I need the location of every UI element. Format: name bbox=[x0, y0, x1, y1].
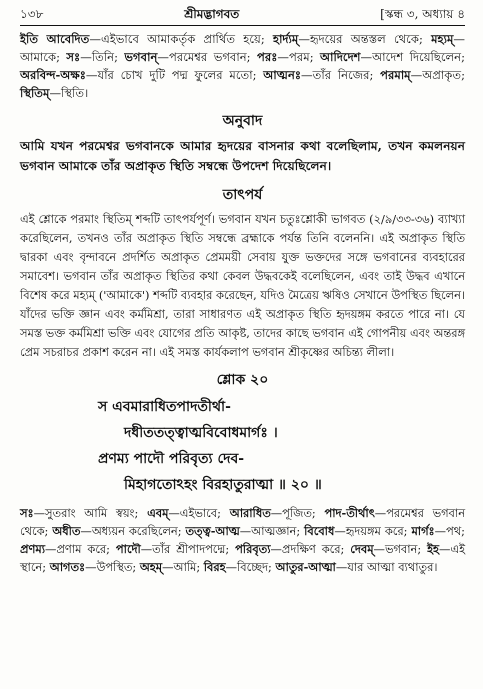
synonym-term: পরমাম্‌ bbox=[380, 68, 411, 82]
synonym-meaning: তিনি bbox=[91, 50, 115, 64]
synonym-meaning: পরমেশ্বর ভগবান থেকে bbox=[20, 506, 465, 538]
synonym-term: মহ্যম্‌ bbox=[431, 32, 454, 46]
synonym-term: হার্দ্যম্‌ bbox=[272, 32, 299, 46]
synonym-term: অরবিন্দ-অক্ষঃ bbox=[20, 68, 86, 82]
synonym-term: বিরহ bbox=[203, 560, 226, 574]
synonym-meaning: আদেশ দিয়েছিলেন bbox=[372, 50, 462, 64]
translation-text: আমি যখন পরমেশ্বর ভগবানকে আমার হৃদয়ের বাসনার কথা বলেছিলাম, তখন কমলনয়ন ভগবান আমাকে তাঁর অপ্রাকৃত স্থিতি সম্বন্ধে উপদেশ দিয়েছিলেন। bbox=[20, 139, 465, 173]
verse-line-1: স এবমারাধিতপাদতীর্থা- bbox=[98, 399, 231, 415]
synonym-term: আত্মনঃ bbox=[263, 68, 302, 82]
synonyms-top: ইতি আবেদিত—এইভাবে আমাকর্তৃক প্রার্থিত হয়ে; হার্দ্যম্‌—হৃদয়ের অন্তস্তল থেকে; মহ্যম্‌—আমাকে; সঃ—তিনি; ভগবান্‌—পরমেশ্বর ভগবান; পরঃ—পরম; আদিদেশ—আদেশ দিয়েছিলেন; অরবিন্দ-অক্ষঃ—যাঁর চোখ দুটি পদ্ম ফুলের মতো; আত্মনঃ—তাঁর নিজের; পরমাম্‌—অপ্রাকৃত; স্থিতিম্‌—স্থিতি। bbox=[20, 32, 466, 100]
synonym-term: আদিদেশ bbox=[319, 50, 361, 64]
synonym-term: মার্গঃ bbox=[411, 524, 435, 538]
verse-line-2: দধীততত্ত্বাত্মবিবোধমার্গঃ । bbox=[124, 425, 278, 441]
translation-heading: অনুবাদ bbox=[222, 113, 263, 129]
verse-label: শ্লোক ২০ bbox=[216, 372, 269, 388]
synonym-term: দেবম্‌ bbox=[350, 542, 374, 556]
synonym-term: প্রণম্য bbox=[20, 542, 46, 556]
synonym-meaning: হৃদয়ের অন্তস্তল থেকে bbox=[309, 32, 419, 46]
synonym-meaning: সুতরাং আমি স্বয়ং bbox=[45, 506, 135, 520]
synonym-term: ইহ bbox=[427, 542, 440, 556]
synonym-meaning: এইভাবে আমাকর্তৃক প্রার্থিত হয়ে bbox=[100, 32, 261, 46]
synonym-meaning: তাঁর শ্রীপাদপদ্মে bbox=[152, 542, 226, 556]
synonym-meaning: প্রদক্ষিণ করে bbox=[281, 542, 341, 556]
synonym-meaning: বিচ্ছেদ bbox=[237, 560, 268, 574]
chapter-reference: [স্কন্ধ ৩, অধ্যায় ৪ bbox=[380, 7, 465, 21]
synonym-term: পাদৌ bbox=[115, 542, 141, 556]
synonym-term: স্থিতিম্‌ bbox=[20, 86, 50, 100]
page-header bbox=[20, 6, 465, 24]
synonym-meaning: আমি bbox=[173, 560, 197, 574]
synonym-meaning: পূজিত bbox=[282, 506, 312, 520]
verse-line-4: মিহাগতোঽহং বিরহাতুরাত্মা ॥ ২০ ॥ bbox=[124, 477, 322, 493]
synonym-meaning: তাঁর নিজের bbox=[312, 68, 370, 82]
synonym-meaning: স্থিতি bbox=[61, 86, 85, 100]
synonym-term: পাদ-তীর্থাৎ bbox=[324, 506, 375, 520]
synonym-term: অহম্‌ bbox=[139, 560, 163, 574]
synonym-term: অধীত bbox=[52, 524, 81, 538]
synonym-term: ইতি আবেদিত bbox=[20, 32, 90, 46]
synonyms-bottom: সঃ—সুতরাং আমি স্বয়ং; এবম্‌—এইভাবে; আরাধিত—পূজিত; পাদ-তীর্থাৎ—পরমেশ্বর ভগবান থেকে; অধীত—অধ্যয়ন করেছিলেন; তত্ত্ব-আত্ম—আত্মজ্ঞান; বিবোধ—হৃদয়ঙ্গম করে; মার্গঃ—পথ; প্রণম্য—প্রণাম করে; পাদৌ—তাঁর শ্রীপাদপদ্মে; পরিবৃত্য—প্রদক্ষিণ করে; দেবম্‌—ভগবান; ইহ—এই স্থানে; আগতঃ—উপস্থিত; অহম্‌—আমি; বিরহ—বিচ্ছেদ; আতুর-আত্মা—যার আত্মা ব্যথাতুর। bbox=[20, 506, 465, 574]
synonym-meaning: পরমেশ্বর ভগবান bbox=[168, 50, 247, 64]
synonym-meaning: অপ্রাকৃত bbox=[422, 68, 462, 82]
synonym-meaning: পরম bbox=[289, 50, 310, 64]
synonym-meaning: এইভাবে bbox=[179, 506, 218, 520]
synonym-meaning: আমাকে bbox=[20, 50, 57, 64]
synonym-meaning: যার আত্মা ব্যথাতুর bbox=[347, 560, 434, 574]
synonym-meaning: ভগবান bbox=[384, 542, 418, 556]
synonym-term: পরঃ bbox=[256, 50, 278, 64]
purport-text: এই শ্লোকে পরমাং স্থিতিম্‌ শব্দটি তাৎপর্যপূর্ণ। ভগবান যখন চতুঃশ্লোকী ভাগবত (২/৯/৩৩-৩৬) ব্যাখ্যা করেছিলেন, তখনও তাঁর অপ্রাকৃত স্থিতি সম্বন্ধে ব্রহ্মাকে পর্যন্ত তিনি বলেননি। এই অপ্রাকৃত স্থিতি দ্বারকা এবং বৃন্দাবনে প্রদর্শিত অপ্রাকৃত প্রেমময়ী সেবায় যুক্ত ভক্তদের সঙ্গে ভগবানের ব্যবহারের সমাবেশ। ভগবান তাঁর অপ্রাকৃত স্থিতির কথা কেবল উদ্ধবকেই বলেছিলেন, এবং তাই উদ্ধব এখানে বিশেষ করে মহ্যম্‌ ('আমাকে') শব্দটি ব্যবহার করেছেন, যদিও মৈত্রেয় ঋষিও সেখানে উপস্থিত ছিলেন। যাঁদের ভক্তি জ্ঞান এবং কর্মমিশ্রা, তারা সাধারণত এই অপ্রাকৃত স্থিতি হৃদয়ঙ্গম করতে পারে না। যে সমস্ত ভক্ত কর্মমিশ্রা ভক্তি এবং যোগের প্রতি আকৃষ্ট, তাদের কাছে ভগবান এই গোপনীয় এবং অন্তরঙ্গ প্রেম সচরাচর প্রকাশ করেন না। এই সমস্ত কার্যকলাপ ভগবান শ্রীকৃষ্ণের অচিন্ত্য লীলা। bbox=[20, 212, 466, 359]
synonym-meaning: এই স্থানে bbox=[20, 542, 465, 574]
synonym-term: বিবোধ bbox=[304, 524, 335, 538]
purport-heading: তাৎপর্য bbox=[222, 187, 263, 203]
synonym-term: সঃ bbox=[20, 506, 34, 520]
page-number: ১৩৮ bbox=[20, 7, 44, 21]
verse-block bbox=[98, 394, 465, 498]
verse-line-3: প্রণম্য পাদৌ পরিবৃত্য দেব- bbox=[98, 451, 245, 467]
synonym-meaning: হৃদয়ঙ্গম করে bbox=[345, 524, 404, 538]
synonym-meaning: প্রণাম করে bbox=[56, 542, 107, 556]
synonym-term: এবম্‌ bbox=[147, 506, 169, 520]
synonym-term: পরিবৃত্য bbox=[235, 542, 271, 556]
synonym-term: আতুর-আত্মা bbox=[275, 560, 336, 574]
synonym-meaning: আত্মজ্ঞান bbox=[251, 524, 297, 538]
synonym-term: আরাধিত bbox=[229, 506, 271, 520]
synonym-term: তত্ত্ব-আত্ম bbox=[185, 524, 240, 538]
synonym-term: ভগবান্‌ bbox=[124, 50, 158, 64]
book-title: শ্রীমদ্ভাগবত bbox=[184, 7, 240, 21]
synonym-meaning: অধ্যয়ন করেছিলেন bbox=[91, 524, 178, 538]
synonym-meaning: উপস্থিত bbox=[96, 560, 133, 574]
synonym-meaning: যাঁর চোখ দুটি পদ্ম ফুলের মতো bbox=[97, 68, 253, 82]
synonym-meaning: পথ bbox=[446, 524, 462, 538]
synonym-term: সঃ bbox=[66, 50, 81, 64]
synonym-term: আগতঃ bbox=[49, 560, 86, 574]
